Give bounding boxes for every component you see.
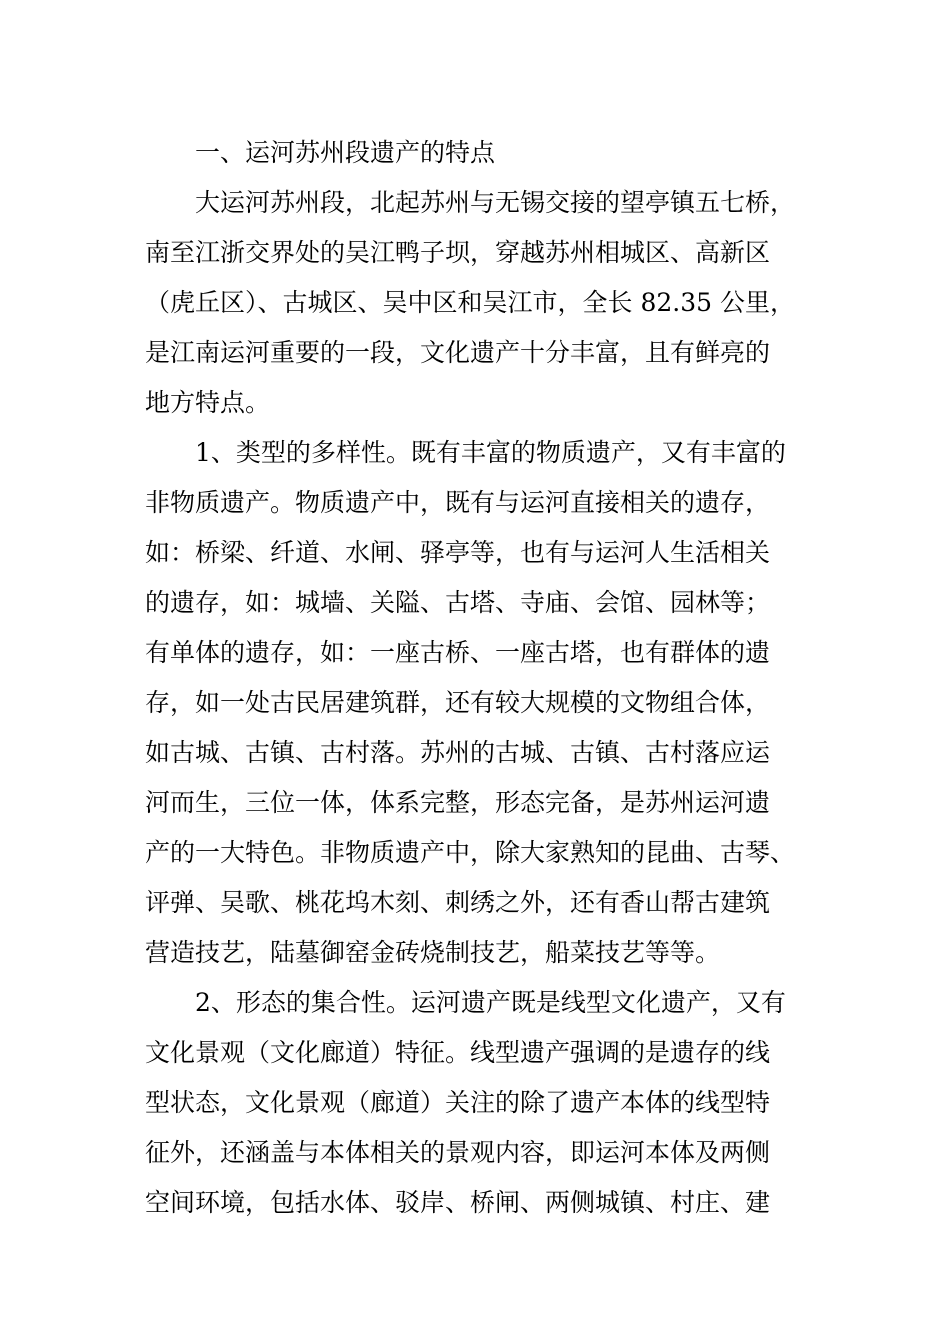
paragraph-line: 非物质遗产。物质遗产中，既有与运河直接相关的遗存， [145, 488, 771, 517]
paragraph-line: 营造技艺，陆墓御窑金砖烧制技艺，船菜技艺等等。 [145, 938, 721, 967]
paragraph-line: 存，如一处古民居建筑群，还有较大规模的文物组合体， [145, 688, 771, 717]
paragraph-line: 空间环境，包括水体、驳岸、桥闸、两侧城镇、村庄、建 [145, 1188, 771, 1217]
paragraph-line: 河而生，三位一体，体系完整，形态完备，是苏州运河遗 [145, 788, 771, 817]
document-body [145, 128, 805, 1228]
paragraph-line: 的遗存，如：城墙、关隘、古塔、寺庙、会馆、园林等； [145, 588, 771, 617]
paragraph-line: 大运河苏州段，北起苏州与无锡交接的望亭镇五七桥， [195, 188, 796, 217]
paragraph-line: 是江南运河重要的一段，文化遗产十分丰富，且有鲜亮的 [145, 338, 771, 367]
paragraph-line: 1、类型的多样性。既有丰富的物质遗产，又有丰富的 [195, 438, 786, 467]
paragraph-line: 如：桥梁、纤道、水闸、驿亭等，也有与运河人生活相关 [145, 538, 771, 567]
paragraph-line: 征外，还涵盖与本体相关的景观内容，即运河本体及两侧 [145, 1138, 771, 1167]
paragraph-line: 南至江浙交界处的吴江鸭子坝，穿越苏州相城区、高新区 [145, 238, 771, 267]
paragraph-line: 产的一大特色。非物质遗产中，除大家熟知的昆曲、古琴、 [145, 838, 796, 867]
paragraph-line: 地方特点。 [145, 388, 271, 417]
paragraph-line: 有单体的遗存，如：一座古桥、一座古塔，也有群体的遗 [145, 638, 771, 667]
section-heading: 一、运河苏州段遗产的特点 [195, 138, 496, 167]
paragraph-line: （虎丘区）、古城区、吴中区和吴江市，全长 82.35 公里， [145, 288, 795, 317]
paragraph-line: 评弹、吴歌、桃花坞木刻、刺绣之外，还有香山帮古建筑 [145, 888, 771, 917]
paragraph-line: 文化景观（文化廊道）特征。线型遗产强调的是遗存的线 [145, 1038, 771, 1067]
paragraph-line: 如古城、古镇、古村落。苏州的古城、古镇、古村落应运 [145, 738, 771, 767]
paragraph-line: 2、形态的集合性。运河遗产既是线型文化遗产，又有 [195, 988, 786, 1017]
paragraph-line: 型状态，文化景观（廊道）关注的除了遗产本体的线型特 [145, 1088, 771, 1117]
